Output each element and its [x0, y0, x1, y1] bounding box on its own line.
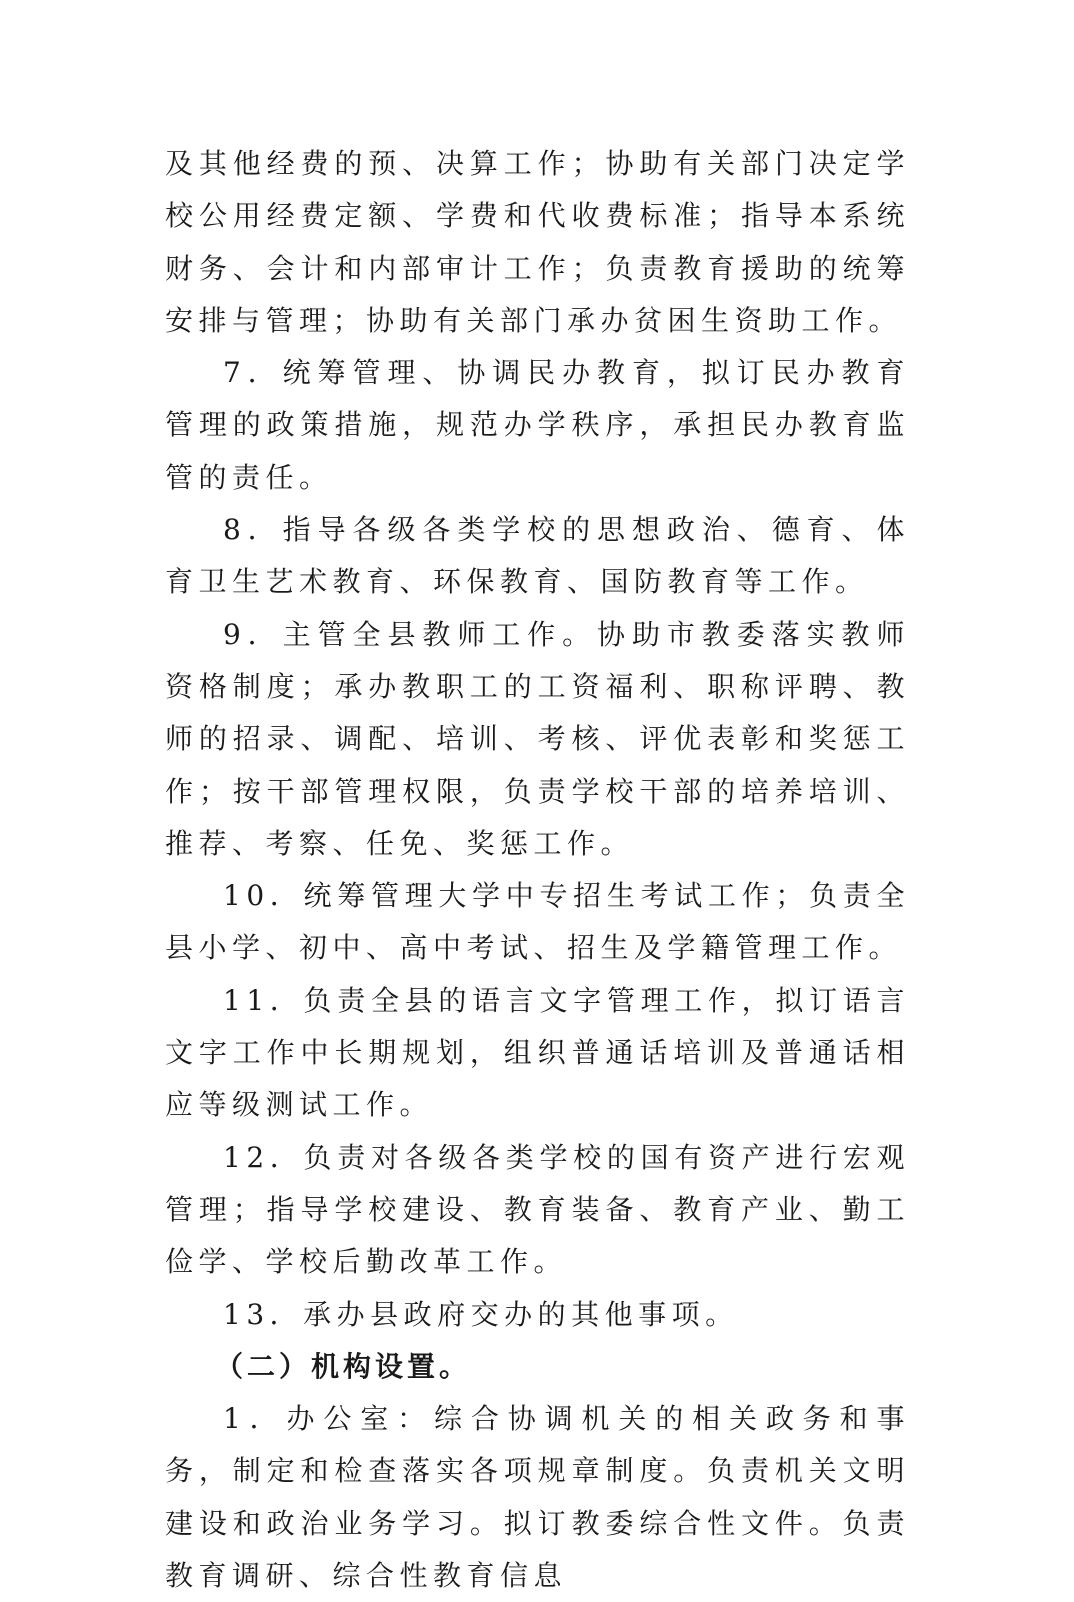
paragraph-item-13: 13．承办县政府交办的其他事项。 — [223, 1297, 739, 1331]
paragraph-item-10: 10．统筹管理大学中专招生考试工作；负责全县小学、初中、高中考试、招生及学籍管理工作。 — [165, 879, 910, 965]
paragraph-item-9: 9．主管全县教师工作。协助市教委落实教师资格制度；承办教职工的工资福利、职称评聘、教师的招录、调配、培训、考核、评优表彰和奖惩工作；按干部管理权限，负责学校干部的培养培训、推荐、考察、任免、奖惩工作。 — [165, 617, 910, 860]
paragraph-continuation: 及其他经费的预、决算工作；协助有关部门决定学校公用经费定额、学费和代收费标准；指导本系统财务、会计和内部审计工作；负责教育援助的统筹安排与管理；协助有关部门承办贫困生资助工作。 — [165, 147, 910, 337]
paragraph-item-8: 8．指导各级各类学校的思想政治、德育、体育卫生艺术教育、环保教育、国防教育等工作。 — [165, 513, 910, 599]
paragraph-office: 1．办公室：综合协调机关的相关政务和事务，制定和检查落实各项规章制度。负责机关文明建设和政治业务学习。拟订教委综合性文件。负责教育调研、综合性教育信息 — [165, 1402, 910, 1593]
paragraph-item-11: 11．负责全县的语言文字管理工作，拟订语言文字工作中长期规划，组织普通话培训及普通话相应等级测试工作。 — [165, 983, 910, 1122]
paragraph-item-7: 7．统筹管理、协调民办教育，拟订民办教育管理的政策措施，规范办学秩序，承担民办教育监管的责任。 — [165, 356, 910, 494]
paragraph-item-12: 12．负责对各级各类学校的国有资产进行宏观管理；指导学校建设、教育装备、教育产业、勤工俭学、学校后勤改革工作。 — [165, 1140, 910, 1279]
document-body — [165, 138, 910, 1602]
section-heading: （二）机构设置。 — [215, 1349, 472, 1383]
